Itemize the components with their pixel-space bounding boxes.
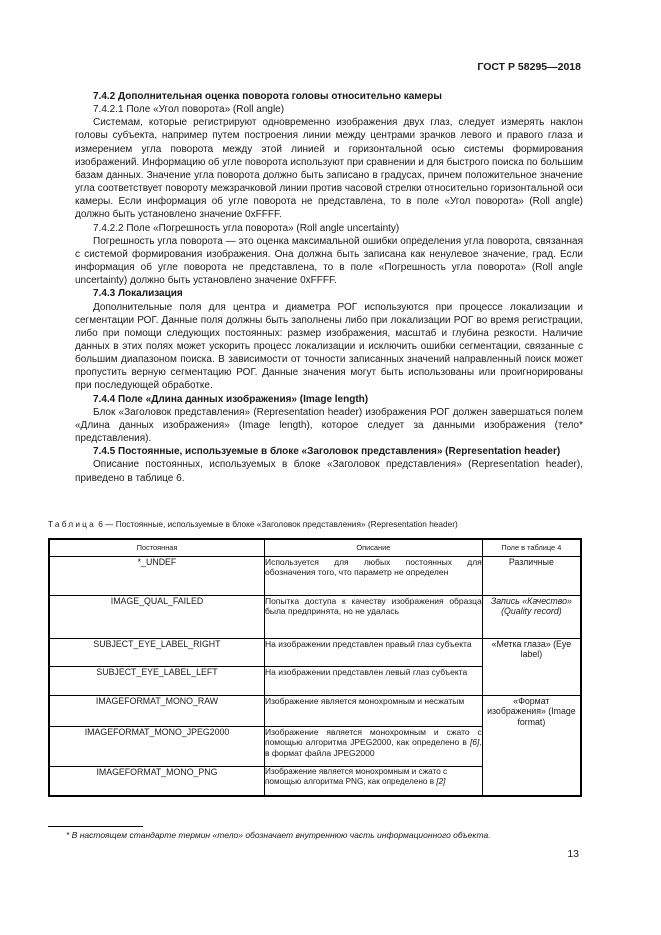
footnote-divider bbox=[48, 826, 143, 827]
cell-constant: SUBJECT_EYE_LABEL_LEFT bbox=[49, 666, 264, 695]
cell-field: Различные bbox=[482, 556, 581, 595]
subsection-7-4-2-2: 7.4.2.2 Поле «Погрешность угла поворота» (Roll angle uncertainty) bbox=[93, 222, 400, 234]
section-heading-7-4-3: 7.4.3 Локализация bbox=[93, 288, 183, 300]
subsection-7-4-2-1: 7.4.2.1 Поле «Угол поворота» (Roll angle) bbox=[93, 104, 285, 116]
constants-table bbox=[48, 538, 582, 797]
column-header-description: Описание bbox=[264, 539, 482, 556]
cell-description bbox=[264, 766, 482, 796]
description-text: , в формат файла JPEG2000 bbox=[264, 737, 482, 758]
cell-description: На изображении представлен левый глаз субъекта bbox=[264, 666, 482, 695]
column-header-constant: Постоянная bbox=[49, 539, 264, 556]
cell-field: «Формат изображения» (Image format) bbox=[482, 695, 581, 796]
cell-constant: IMAGEFORMAT_MONO_RAW bbox=[49, 695, 264, 726]
description-text: Изображение является монохромным и сжато с помощью алгоритма PNG, как определено в bbox=[264, 766, 448, 787]
page-number: 13 bbox=[567, 848, 579, 860]
paragraph: Блок «Заголовок представления» (Representation header) изображения РОГ должен завершаться полем «Длина данных изображения» (Image length), которое следует за данными изображения (тело* представления). bbox=[75, 406, 583, 445]
document-header: ГОСТ Р 58295—2018 bbox=[477, 61, 581, 73]
table-caption-text: 6 — Постоянные, используемые в блоке «Заголовок представления» (Representation header) bbox=[95, 519, 458, 529]
table-row bbox=[49, 695, 581, 726]
cell-constant: IMAGE_QUAL_FAILED bbox=[49, 595, 264, 638]
reference: [6] bbox=[469, 737, 480, 748]
cell-field: Запись «Качество» (Quality record) bbox=[482, 595, 581, 638]
cell-description: Используется для любых постоянных для обозначения того, что параметр не определен bbox=[264, 556, 482, 595]
cell-constant: *_UNDEF bbox=[49, 556, 264, 595]
section-heading-7-4-2: 7.4.2 Дополнительная оценка поворота головы относительно камеры bbox=[93, 91, 442, 102]
document-body bbox=[75, 90, 583, 485]
cell-constant: IMAGEFORMAT_MONO_PNG bbox=[49, 766, 264, 796]
table-row bbox=[49, 638, 581, 666]
cell-description bbox=[264, 726, 482, 766]
cell-constant: SUBJECT_EYE_LABEL_RIGHT bbox=[49, 638, 264, 666]
reference: [2] bbox=[436, 777, 446, 787]
paragraph: Дополнительные поля для центра и диаметра РОГ используются при процессе локализации и сегментации РОГ. Данные поля должны быть заполнены либо при локализации РОГ во время регистрации, либо при помощи следующих постоянных: размер изображения, масштаб и глубина резкости. Наличие данных в этих полях может ускорить процесс локализации и исключить ошибки сегментации, связанные с большим диапазоном поиска. В зависимости от точности записанных значений направленный поиск может пропустить верную сегментацию РОГ. Данные значения могут быть использованы или проигнорированы при последующей обработке. bbox=[75, 301, 583, 392]
description-text: Изображение является монохромным и сжато с помощью алгоритма JPEG2000, как определено в bbox=[264, 726, 482, 748]
table-caption bbox=[48, 519, 458, 529]
cell-description: Изображение является монохромным и несжатым bbox=[264, 695, 482, 726]
cell-constant: IMAGEFORMAT_MONO_JPEG2000 bbox=[49, 726, 264, 766]
cell-description: На изображении представлен правый глаз субъекта bbox=[264, 638, 482, 666]
paragraph: Погрешность угла поворота — это оценка максимальной ошибки определения угла поворота, связанная с системой формирования изображения. Она должна быть записана как ненулевое значение, град. Если информация об угле поворота не представлена, то в поле «Погрешность угла поворота» (Roll angle uncertainty) должно быть установлено значение 0xFFFF. bbox=[75, 235, 583, 287]
table-header-row bbox=[49, 539, 581, 556]
column-header-field: Поле в таблице 4 bbox=[482, 539, 581, 556]
paragraph: Системам, которые регистрируют одновременно изображения двух глаз, следует измерять наклон головы субъекта, например путем построения линии между центрами зрачков левого и правого глаза и измерением угла поворота между этой линией и горизонтальной осью системы формирования изображений. Информацию об угле поворота используют при сравнении и для быстрого поиска по большим базам данных. Значение угла поворота должно быть записано в градусах, причем положительное значение угла соответствует повороту межзрачковой линии против часовой стрелки относительно горизонтальной оси камеры. Если информация об угле поворота не представлена, то в поле «Угол поворота» (Roll angle) должно быть установлено значение 0xFFFF. bbox=[75, 117, 583, 221]
footnote: * В настоящем стандарте термин «тело» обозначает внутреннюю часть информационного объекта. bbox=[66, 830, 491, 840]
cell-field: «Метка глаза» (Eye label) bbox=[482, 638, 581, 695]
table-caption-prefix: Таблица bbox=[48, 519, 96, 529]
table-row bbox=[49, 556, 581, 595]
cell-description: Попытка доступа к качеству изображения образца была предпринята, но не удалась bbox=[264, 595, 482, 638]
section-heading-7-4-5: 7.4.5 Постоянные, используемые в блоке «Заголовок представления» (Representation header) bbox=[93, 446, 561, 458]
paragraph: Описание постоянных, используемых в блоке «Заголовок представления» (Representation header), приведено в таблице 6. bbox=[75, 459, 583, 484]
table-row bbox=[49, 595, 581, 638]
section-heading-7-4-4: 7.4.4 Поле «Длина данных изображения» (Image length) bbox=[93, 393, 369, 405]
